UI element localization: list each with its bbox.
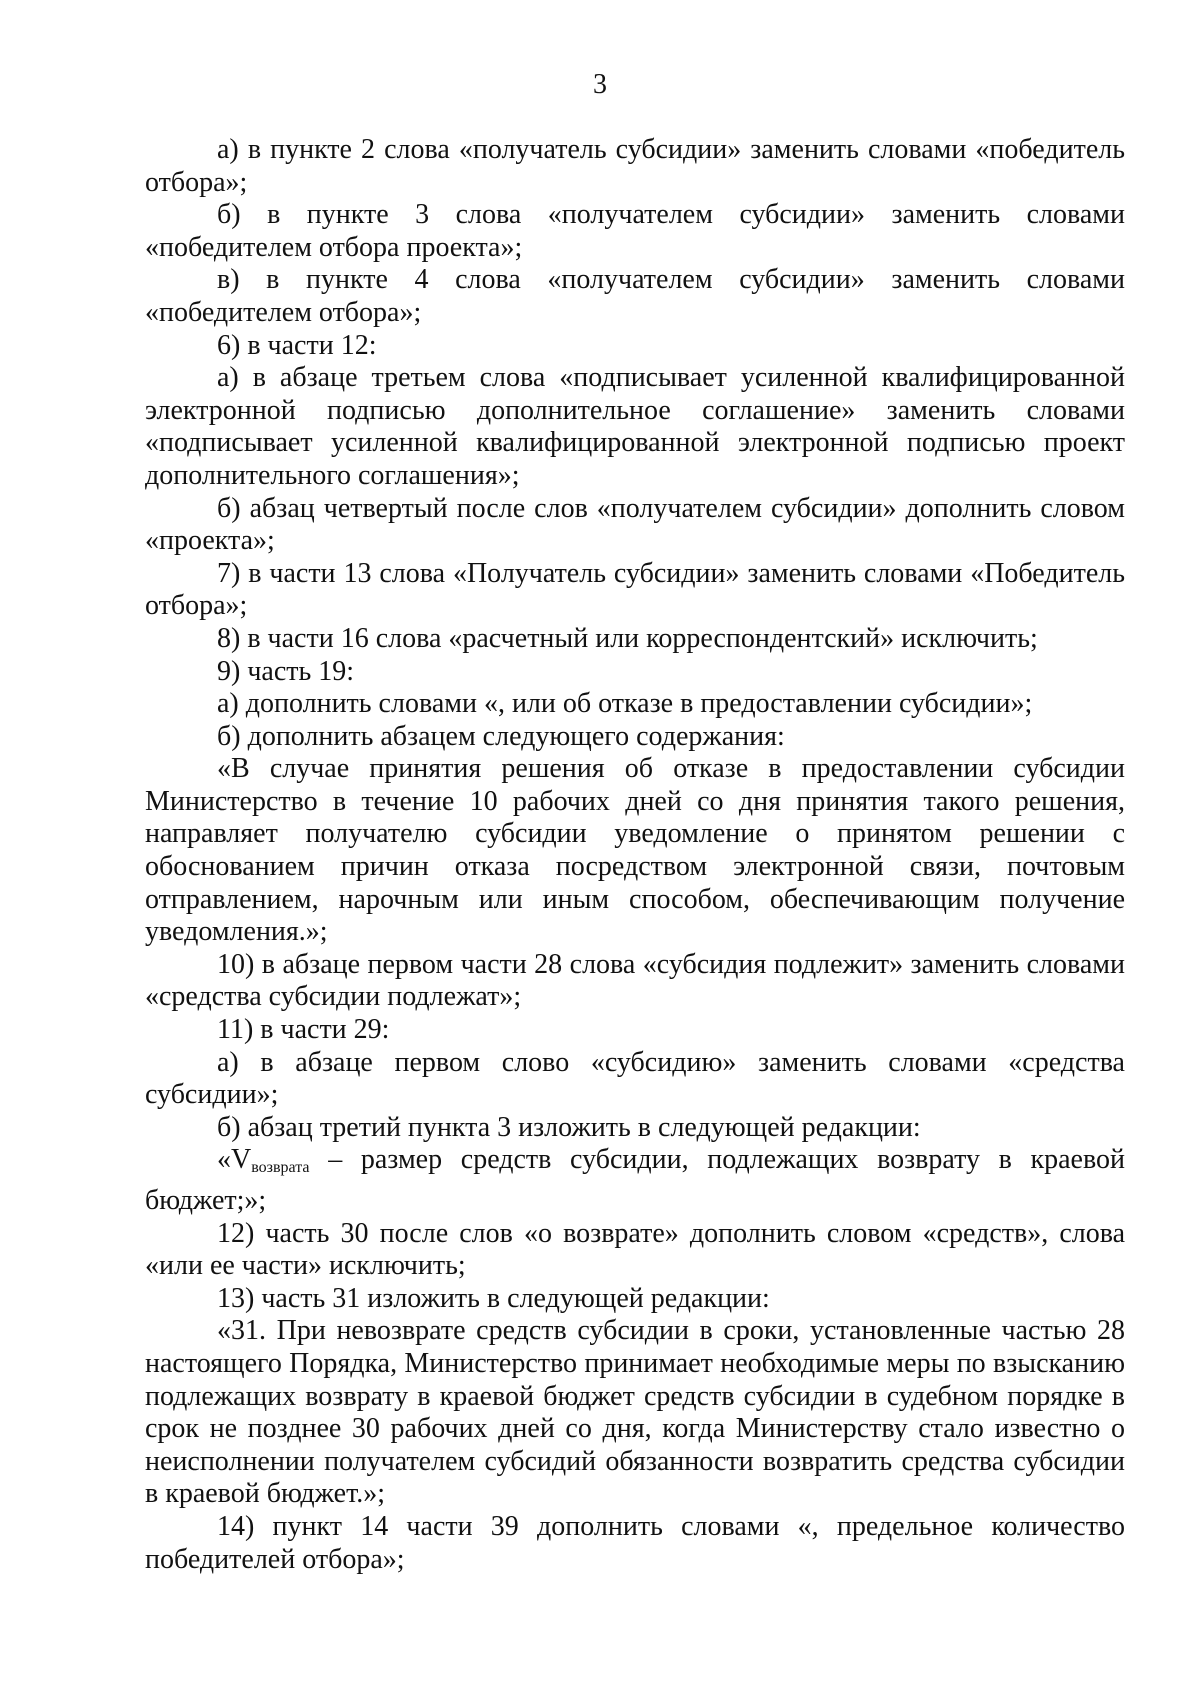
- paragraph: 10) в абзаце первом части 28 слова «субсидия подлежит» заменить словами «средства субсидии подлежат»;: [145, 948, 1125, 1013]
- paragraph: а) дополнить словами «, или об отказе в предоставлении субсидии»;: [217, 688, 1033, 720]
- paragraph: 8) в части 16 слова «расчетный или корреспондентский» исключить;: [217, 622, 1038, 654]
- paragraph: 13) часть 31 изложить в следующей редакции:: [217, 1282, 770, 1314]
- paragraph: б) дополнить абзацем следующего содержания:: [217, 720, 785, 752]
- paragraph: 14) пункт 14 части 39 дополнить словами «, предельное количество победителей отбора»;: [145, 1510, 1125, 1575]
- paragraph: б) в пункте 3 слова «получателем субсидии» заменить словами «победителем отбора проекта»;: [145, 199, 1125, 263]
- paragraph: 11) в части 29:: [217, 1014, 390, 1046]
- paragraph: «В случае принятия решения об отказе в предоставлении субсидии Министерство в течение 10 рабочих дней со дня принятия такого решения, направляет получателю субсидии уведомление о принятом решении с обоснованием причин отказа посредством электронной связи, почтовым отправлением, нарочным или иным способом, обеспечивающим получение уведомления.»;: [145, 753, 1125, 948]
- formula-prefix: «V: [217, 1144, 252, 1176]
- paragraph: 7) в части 13 слова «Получатель субсидии» заменить словами «Победитель отбора»;: [145, 557, 1125, 622]
- document-body: [145, 134, 1125, 1576]
- paragraph: «31. При невозврате средств субсидии в сроки, установленные частью 28 настоящего Порядка, Министерство принимает необходимые меры по взысканию подлежащих возврату в краевой бюджет средств субсидии в судебном порядке в срок не позднее 30 рабочих дней со дня, когда Министерству стало известно о неисполнении получателем субсидий обязанности возвратить средства субсидии в краевой бюджет.»;: [145, 1315, 1125, 1510]
- formula-paragraph: [145, 1144, 1125, 1217]
- formula-rest: – размер средств субсидии, подлежащих возврату в краевой бюджет;»;: [145, 1144, 1125, 1216]
- paragraph: в) в пункте 4 слова «получателем субсидии» заменить словами «победителем отбора»;: [145, 264, 1125, 328]
- paragraph: а) в абзаце третьем слова «подписывает усиленной квалифицированной электронной подписью дополнительное соглашение» заменить словами «подписывает усиленной квалифицированной электронной подписью проект дополнительного соглашения»;: [145, 362, 1125, 491]
- page-number: 3: [593, 69, 607, 100]
- paragraph: б) абзац четвертый после слов «получателем субсидии» дополнить словом «проекта»;: [145, 492, 1125, 557]
- paragraph: б) абзац третий пункта 3 изложить в следующей редакции:: [217, 1111, 921, 1143]
- paragraph: 12) часть 30 после слов «о возврате» дополнить словом «средств», слова «или ее части» исключить;: [145, 1217, 1125, 1282]
- paragraph: а) в абзаце первом слово «субсидию» заменить словами «средства субсидии»;: [145, 1046, 1125, 1111]
- paragraph: а) в пункте 2 слова «получатель субсидии» заменить словами «победитель отбора»;: [145, 134, 1125, 198]
- paragraph: 6) в части 12:: [217, 329, 377, 361]
- paragraph: 9) часть 19:: [217, 655, 355, 687]
- formula-subscript: возврата: [251, 1159, 310, 1177]
